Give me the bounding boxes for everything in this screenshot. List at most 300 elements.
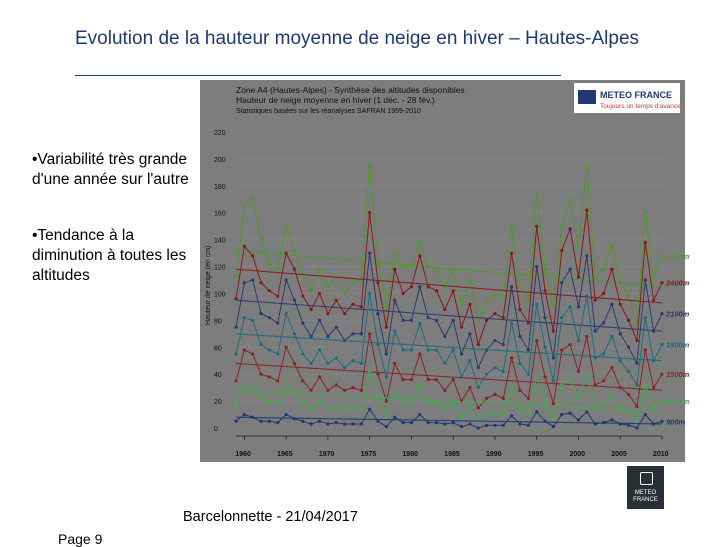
point-2400m — [477, 343, 480, 346]
x-tick-label: 1980 — [402, 451, 418, 458]
point-2400m — [585, 208, 588, 211]
point-2400m — [627, 319, 630, 322]
point-1800m — [318, 348, 321, 351]
point-900m — [293, 417, 296, 420]
snow-height-chart — [200, 80, 690, 462]
footer-location-date: Barcelonnette - 21/04/2017 — [183, 509, 358, 525]
point-900m — [318, 420, 321, 423]
point-2700m — [468, 278, 471, 281]
point-1200m — [368, 370, 371, 373]
point-2100m — [610, 303, 613, 306]
point-1200m — [427, 402, 430, 405]
point-1200m — [602, 402, 605, 405]
point-1800m — [602, 352, 605, 355]
point-1500m — [293, 362, 296, 365]
chart-header-line-3: Statistiques basées sur les réanalyses SAFRAN 1959-2010 — [236, 108, 421, 115]
point-900m — [401, 421, 404, 424]
point-1500m — [543, 375, 546, 378]
point-1500m — [326, 389, 329, 392]
slide-title: Evolution de la hauteur moyenne de neige en hiver – Hautes-Alpes — [75, 28, 640, 49]
point-2700m — [393, 251, 396, 254]
point-1500m — [660, 373, 663, 376]
point-2700m — [452, 268, 455, 271]
point-900m — [301, 420, 304, 423]
point-1500m — [268, 375, 271, 378]
point-1500m — [301, 379, 304, 382]
point-900m — [627, 424, 630, 427]
point-2400m — [326, 312, 329, 315]
point-1500m — [535, 339, 538, 342]
bullet-list — [32, 150, 197, 322]
point-1200m — [385, 416, 388, 419]
point-2100m — [468, 332, 471, 335]
point-2100m — [427, 316, 430, 319]
legend-label-1500m: 1500m — [666, 370, 690, 380]
point-2400m — [368, 211, 371, 214]
point-1800m — [660, 343, 663, 346]
point-900m — [243, 413, 246, 416]
point-2100m — [527, 348, 530, 351]
point-900m — [635, 426, 638, 429]
point-1800m — [644, 316, 647, 319]
point-2100m — [435, 319, 438, 322]
point-1500m — [610, 366, 613, 369]
point-2400m — [268, 289, 271, 292]
legend-label-1800m: 1800m — [666, 340, 690, 350]
point-2700m — [485, 299, 488, 302]
point-1800m — [652, 359, 655, 362]
point-2100m — [318, 319, 321, 322]
point-2700m — [660, 254, 663, 257]
point-1200m — [502, 413, 505, 416]
point-1500m — [602, 379, 605, 382]
point-2100m — [401, 319, 404, 322]
point-900m — [644, 413, 647, 416]
point-2100m — [418, 285, 421, 288]
point-2400m — [485, 319, 488, 322]
point-900m — [385, 425, 388, 428]
point-1200m — [326, 408, 329, 411]
point-2100m — [493, 339, 496, 342]
point-2100m — [351, 332, 354, 335]
point-2400m — [660, 281, 663, 284]
bullet-trend: •Tendance à la diminution à toutes les altitudes — [32, 227, 187, 284]
point-1800m — [385, 375, 388, 378]
point-1500m — [485, 397, 488, 400]
y-tick-label: 140 — [214, 237, 226, 245]
page-number: Page 9 — [58, 531, 103, 547]
point-2700m — [552, 305, 555, 308]
point-1500m — [285, 346, 288, 349]
point-2400m — [401, 292, 404, 295]
point-1500m — [510, 356, 513, 359]
meteo-emblem-icon — [640, 472, 653, 485]
y-tick-label: 180 — [214, 183, 226, 191]
point-2400m — [652, 299, 655, 302]
point-2400m — [351, 303, 354, 306]
point-1500m — [385, 399, 388, 402]
point-1200m — [594, 406, 597, 409]
point-1200m — [360, 408, 363, 411]
point-2700m — [318, 268, 321, 271]
point-1800m — [351, 359, 354, 362]
point-1800m — [401, 348, 404, 351]
point-2700m — [326, 285, 329, 288]
point-1800m — [368, 292, 371, 295]
point-2400m — [569, 227, 572, 230]
point-2400m — [293, 268, 296, 271]
point-1200m — [569, 378, 572, 381]
point-2700m — [251, 195, 254, 198]
point-900m — [376, 420, 379, 423]
point-1200m — [527, 413, 530, 416]
point-1800m — [527, 373, 530, 376]
point-2700m — [627, 295, 630, 298]
point-1800m — [234, 352, 237, 355]
point-1200m — [276, 402, 279, 405]
point-1200m — [485, 413, 488, 416]
point-2400m — [460, 325, 463, 328]
point-1200m — [610, 393, 613, 396]
point-2400m — [610, 268, 613, 271]
point-2100m — [644, 278, 647, 281]
point-900m — [552, 425, 555, 428]
point-2100m — [301, 321, 304, 324]
point-1500m — [335, 383, 338, 386]
point-2700m — [644, 211, 647, 214]
point-2700m — [610, 245, 613, 248]
point-2700m — [560, 225, 563, 228]
point-1200m — [560, 383, 563, 386]
y-axis-label: Hauteur de neige (en cm) — [205, 245, 212, 325]
point-1800m — [635, 383, 638, 386]
point-2400m — [552, 330, 555, 333]
x-tick-label: 2000 — [569, 451, 586, 458]
point-2100m — [518, 335, 521, 338]
point-1200m — [234, 402, 237, 405]
point-1800m — [627, 370, 630, 373]
point-1200m — [343, 408, 346, 411]
point-2100m — [577, 305, 580, 308]
point-900m — [577, 418, 580, 421]
point-1500m — [276, 379, 279, 382]
y-tick-label: 60 — [214, 345, 222, 353]
point-2100m — [627, 346, 630, 349]
point-2100m — [660, 312, 663, 315]
point-1800m — [468, 359, 471, 362]
point-1800m — [502, 370, 505, 373]
point-900m — [660, 420, 663, 423]
point-2400m — [602, 292, 605, 295]
point-1200m — [301, 402, 304, 405]
point-2700m — [343, 292, 346, 295]
point-900m — [368, 408, 371, 411]
point-1800m — [477, 386, 480, 389]
point-1200m — [401, 402, 404, 405]
x-tick-label: 1965 — [277, 451, 293, 458]
point-1800m — [577, 339, 580, 342]
point-1200m — [393, 389, 396, 392]
point-900m — [435, 421, 438, 424]
point-2700m — [460, 303, 463, 306]
point-2100m — [285, 278, 288, 281]
point-1500m — [635, 405, 638, 408]
point-2700m — [234, 276, 237, 279]
point-900m — [560, 413, 563, 416]
point-2100m — [452, 319, 455, 322]
point-2700m — [594, 276, 597, 279]
point-2700m — [276, 268, 279, 271]
point-1500m — [427, 378, 430, 381]
point-1500m — [351, 386, 354, 389]
point-1800m — [510, 321, 513, 324]
y-tick-label: 220 — [214, 130, 226, 137]
point-900m — [360, 422, 363, 425]
point-1500m — [569, 343, 572, 346]
point-1200m — [243, 383, 246, 386]
x-tick-label: 1990 — [485, 451, 502, 458]
point-2700m — [477, 319, 480, 322]
point-2700m — [602, 268, 605, 271]
point-900m — [543, 420, 546, 423]
point-900m — [518, 422, 521, 425]
point-1500m — [435, 378, 438, 381]
point-1800m — [285, 312, 288, 315]
point-900m — [343, 422, 346, 425]
point-1800m — [376, 343, 379, 346]
point-1800m — [560, 316, 563, 319]
legend-label-2100m: 2100m — [666, 309, 690, 319]
point-1500m — [585, 335, 588, 338]
point-900m — [468, 422, 471, 425]
point-2100m — [502, 343, 505, 346]
point-1500m — [644, 348, 647, 351]
point-2400m — [276, 295, 279, 298]
y-tick-label: 40 — [214, 372, 222, 380]
point-2400m — [376, 281, 379, 284]
point-1500m — [468, 386, 471, 389]
point-1800m — [243, 316, 246, 319]
point-2400m — [535, 225, 538, 228]
point-2700m — [585, 164, 588, 167]
point-900m — [535, 410, 538, 413]
point-2100m — [326, 335, 329, 338]
point-900m — [418, 413, 421, 416]
point-900m — [393, 416, 396, 419]
point-1200m — [293, 391, 296, 394]
point-1200m — [443, 408, 446, 411]
point-2400m — [468, 303, 471, 306]
point-900m — [493, 424, 496, 427]
point-2100m — [443, 335, 446, 338]
point-2400m — [393, 268, 396, 271]
point-2700m — [376, 258, 379, 261]
point-2100m — [594, 330, 597, 333]
point-2100m — [619, 332, 622, 335]
x-tick-label: 2010 — [653, 451, 669, 458]
point-1200m — [627, 410, 630, 413]
point-2100m — [385, 352, 388, 355]
point-900m — [335, 421, 338, 424]
point-900m — [259, 420, 262, 423]
point-1200m — [635, 420, 638, 423]
point-1200m — [518, 408, 521, 411]
chart-svg — [200, 80, 690, 462]
point-2100m — [393, 299, 396, 302]
point-900m — [410, 421, 413, 424]
point-1200m — [318, 399, 321, 402]
point-2400m — [560, 249, 563, 252]
point-900m — [460, 425, 463, 428]
point-1800m — [418, 321, 421, 324]
point-1800m — [343, 366, 346, 369]
point-1500m — [552, 402, 555, 405]
point-1800m — [594, 356, 597, 359]
point-1800m — [326, 362, 329, 365]
point-1800m — [393, 330, 396, 333]
point-1500m — [518, 389, 521, 392]
point-1200m — [468, 406, 471, 409]
point-900m — [234, 420, 237, 423]
point-1500m — [577, 370, 580, 373]
point-2700m — [243, 204, 246, 207]
point-2100m — [335, 325, 338, 328]
point-900m — [310, 422, 313, 425]
meteo-france-logo-icon — [578, 90, 596, 104]
point-900m — [326, 422, 329, 425]
point-1200m — [660, 399, 663, 402]
point-1500m — [318, 375, 321, 378]
point-1800m — [301, 352, 304, 355]
point-1500m — [418, 352, 421, 355]
point-1800m — [268, 348, 271, 351]
point-2100m — [460, 352, 463, 355]
point-1500m — [243, 348, 246, 351]
point-2400m — [644, 241, 647, 244]
point-2700m — [418, 241, 421, 244]
point-1200m — [351, 406, 354, 409]
point-1200m — [335, 405, 338, 408]
meteo-logo-line-2: FRANCE — [633, 497, 658, 503]
point-1500m — [627, 393, 630, 396]
point-1500m — [652, 386, 655, 389]
point-1800m — [360, 362, 363, 365]
point-2400m — [251, 254, 254, 257]
point-1800m — [259, 343, 262, 346]
point-2400m — [410, 285, 413, 288]
point-1200m — [510, 386, 513, 389]
meteo-logo-text — [627, 490, 664, 504]
point-900m — [594, 422, 597, 425]
point-2400m — [301, 295, 304, 298]
point-2400m — [493, 312, 496, 315]
point-900m — [510, 414, 513, 417]
point-2100m — [477, 366, 480, 369]
point-1200m — [268, 399, 271, 402]
point-1200m — [644, 383, 647, 386]
point-900m — [351, 422, 354, 425]
point-1800m — [276, 352, 279, 355]
point-1500m — [360, 389, 363, 392]
point-2100m — [368, 251, 371, 254]
x-tick-label: 1960 — [235, 451, 251, 458]
point-1200m — [493, 410, 496, 413]
point-900m — [585, 410, 588, 413]
point-2700m — [518, 285, 521, 288]
point-2700m — [502, 295, 505, 298]
point-2700m — [652, 276, 655, 279]
point-1500m — [443, 389, 446, 392]
point-1800m — [535, 303, 538, 306]
point-2400m — [243, 245, 246, 248]
point-900m — [268, 420, 271, 423]
point-1500m — [259, 373, 262, 376]
point-1800m — [427, 348, 430, 351]
point-2700m — [577, 245, 580, 248]
point-1800m — [493, 366, 496, 369]
point-2700m — [619, 281, 622, 284]
point-2400m — [443, 308, 446, 311]
meteo-france-banner — [574, 83, 681, 113]
point-1200m — [652, 406, 655, 409]
point-1800m — [569, 305, 572, 308]
point-2400m — [577, 276, 580, 279]
point-1500m — [410, 378, 413, 381]
point-2100m — [569, 268, 572, 271]
point-1500m — [452, 378, 455, 381]
point-900m — [477, 426, 480, 429]
point-2700m — [293, 249, 296, 252]
y-tick-label: 100 — [214, 291, 226, 299]
point-1200m — [435, 402, 438, 405]
point-2400m — [318, 292, 321, 295]
point-1500m — [502, 397, 505, 400]
point-1800m — [518, 362, 521, 365]
point-2700m — [385, 305, 388, 308]
point-1200m — [460, 416, 463, 419]
y-tick-label: 120 — [214, 264, 226, 272]
legend-label-2400m: 2400m — [666, 278, 690, 288]
point-900m — [276, 421, 279, 424]
point-2400m — [285, 251, 288, 254]
point-2700m — [543, 268, 546, 271]
point-1800m — [293, 332, 296, 335]
point-2100m — [376, 312, 379, 315]
point-2400m — [418, 254, 421, 257]
x-tick-label: 1975 — [360, 451, 377, 458]
point-1200m — [251, 386, 254, 389]
point-2100m — [635, 362, 638, 365]
meteo-france-logo — [627, 466, 664, 509]
point-1800m — [485, 373, 488, 376]
point-900m — [502, 424, 505, 427]
point-1500m — [310, 389, 313, 392]
point-1800m — [410, 348, 413, 351]
point-2100m — [510, 285, 513, 288]
point-2400m — [635, 339, 638, 342]
point-1200m — [552, 418, 555, 421]
point-1200m — [585, 373, 588, 376]
legend-label-1200m: 1200m — [666, 397, 690, 407]
point-2100m — [268, 316, 271, 319]
point-2100m — [243, 281, 246, 284]
meteo-tagline: Toujours un temps d'avance — [600, 103, 681, 110]
point-2400m — [335, 299, 338, 302]
meteo-brand: METEO FRANCE — [600, 90, 672, 100]
point-2700m — [351, 281, 354, 284]
point-2100m — [234, 325, 237, 328]
point-900m — [251, 416, 254, 419]
